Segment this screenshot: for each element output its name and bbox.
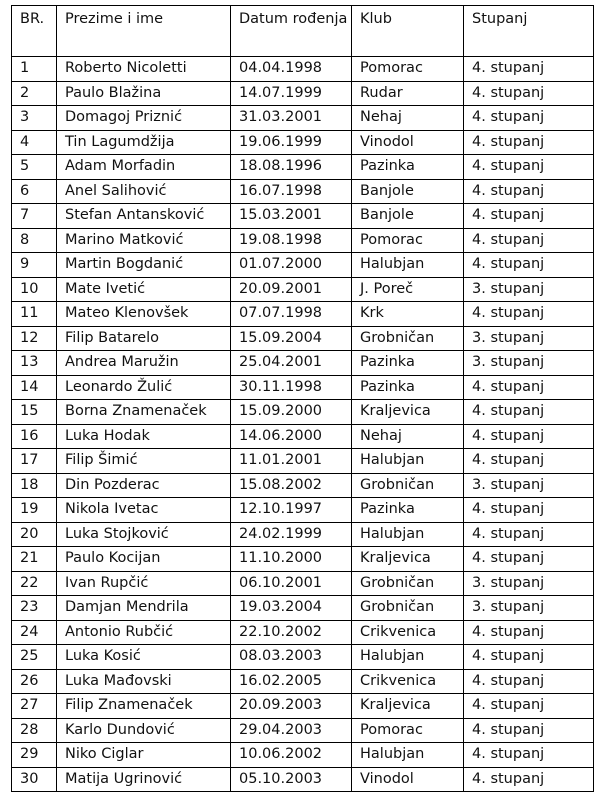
cell-number: 3 — [12, 106, 57, 131]
cell-name: Din Pozderac — [57, 473, 231, 498]
table-row — [12, 57, 594, 82]
cell-club: Halubjan — [352, 645, 464, 670]
cell-level: 4. stupanj — [464, 106, 594, 131]
cell-level: 3. stupanj — [464, 473, 594, 498]
table-row — [12, 449, 594, 474]
cell-name: Antonio Rubčić — [57, 620, 231, 645]
cell-name: Paulo Blažina — [57, 81, 231, 106]
cell-level: 4. stupanj — [464, 179, 594, 204]
cell-level: 4. stupanj — [464, 375, 594, 400]
cell-number: 27 — [12, 694, 57, 719]
table-row — [12, 522, 594, 547]
cell-club: Grobničan — [352, 473, 464, 498]
cell-level: 4. stupanj — [464, 204, 594, 229]
cell-number: 11 — [12, 302, 57, 327]
cell-level: 3. stupanj — [464, 277, 594, 302]
cell-name: Luka Kosić — [57, 645, 231, 670]
cell-club: Pomorac — [352, 718, 464, 743]
cell-birthdate: 20.09.2003 — [231, 694, 352, 719]
cell-name: Nikola Ivetac — [57, 498, 231, 523]
cell-club: Nehaj — [352, 106, 464, 131]
cell-birthdate: 15.09.2000 — [231, 400, 352, 425]
cell-name: Damjan Mendrila — [57, 596, 231, 621]
cell-name: Roberto Nicoletti — [57, 57, 231, 82]
cell-level: 4. stupanj — [464, 743, 594, 768]
cell-number: 13 — [12, 351, 57, 376]
cell-club: Kraljevica — [352, 694, 464, 719]
cell-birthdate: 19.06.1999 — [231, 130, 352, 155]
cell-number: 9 — [12, 253, 57, 278]
table-row — [12, 620, 594, 645]
table-row — [12, 351, 594, 376]
cell-club: Pazinka — [352, 155, 464, 180]
cell-name: Luka Hodak — [57, 424, 231, 449]
cell-number: 20 — [12, 522, 57, 547]
cell-club: Grobničan — [352, 596, 464, 621]
cell-number: 8 — [12, 228, 57, 253]
cell-name: Leonardo Žulić — [57, 375, 231, 400]
cell-birthdate: 20.09.2001 — [231, 277, 352, 302]
table-row — [12, 645, 594, 670]
cell-level: 4. stupanj — [464, 81, 594, 106]
cell-number: 28 — [12, 718, 57, 743]
cell-club: Kraljevica — [352, 547, 464, 572]
cell-name: Marino Matković — [57, 228, 231, 253]
cell-birthdate: 06.10.2001 — [231, 571, 352, 596]
table-row — [12, 547, 594, 572]
cell-name: Karlo Dundović — [57, 718, 231, 743]
cell-name: Luka Stojković — [57, 522, 231, 547]
table-row — [12, 694, 594, 719]
header-row — [12, 6, 594, 57]
table-row — [12, 81, 594, 106]
table-row — [12, 302, 594, 327]
cell-name: Paulo Kocijan — [57, 547, 231, 572]
cell-number: 12 — [12, 326, 57, 351]
cell-club: Pazinka — [352, 498, 464, 523]
cell-birthdate: 07.07.1998 — [231, 302, 352, 327]
table-row — [12, 571, 594, 596]
cell-club: Pomorac — [352, 57, 464, 82]
cell-club: J. Poreč — [352, 277, 464, 302]
cell-birthdate: 11.10.2000 — [231, 547, 352, 572]
cell-number: 18 — [12, 473, 57, 498]
cell-club: Grobničan — [352, 571, 464, 596]
cell-number: 22 — [12, 571, 57, 596]
cell-level: 4. stupanj — [464, 547, 594, 572]
cell-name: Andrea Maružin — [57, 351, 231, 376]
cell-name: Mate Ivetić — [57, 277, 231, 302]
cell-name: Stefan Antansković — [57, 204, 231, 229]
cell-level: 4. stupanj — [464, 694, 594, 719]
cell-number: 30 — [12, 767, 57, 792]
table-row — [12, 767, 594, 792]
cell-level: 4. stupanj — [464, 718, 594, 743]
cell-birthdate: 14.07.1999 — [231, 81, 352, 106]
cell-birthdate: 24.02.1999 — [231, 522, 352, 547]
cell-number: 26 — [12, 669, 57, 694]
cell-number: 24 — [12, 620, 57, 645]
table-body — [12, 57, 594, 792]
cell-club: Vinodol — [352, 767, 464, 792]
cell-level: 4. stupanj — [464, 253, 594, 278]
cell-birthdate: 08.03.2003 — [231, 645, 352, 670]
cell-birthdate: 25.04.2001 — [231, 351, 352, 376]
cell-club: Grobničan — [352, 326, 464, 351]
cell-number: 15 — [12, 400, 57, 425]
table-row — [12, 669, 594, 694]
table-row — [12, 424, 594, 449]
cell-level: 4. stupanj — [464, 449, 594, 474]
cell-name: Ivan Rupčić — [57, 571, 231, 596]
cell-number: 5 — [12, 155, 57, 180]
cell-birthdate: 11.01.2001 — [231, 449, 352, 474]
cell-club: Crikvenica — [352, 669, 464, 694]
table-row — [12, 400, 594, 425]
table-row — [12, 130, 594, 155]
table-row — [12, 155, 594, 180]
cell-level: 3. stupanj — [464, 326, 594, 351]
header-club: Klub — [352, 6, 464, 57]
cell-birthdate: 15.08.2002 — [231, 473, 352, 498]
cell-level: 4. stupanj — [464, 228, 594, 253]
cell-birthdate: 15.09.2004 — [231, 326, 352, 351]
cell-birthdate: 01.07.2000 — [231, 253, 352, 278]
header-name: Prezime i ime — [57, 6, 231, 57]
cell-name: Matija Ugrinović — [57, 767, 231, 792]
cell-birthdate: 16.02.2005 — [231, 669, 352, 694]
cell-club: Halubjan — [352, 253, 464, 278]
cell-name: Luka Mađovski — [57, 669, 231, 694]
cell-club: Crikvenica — [352, 620, 464, 645]
cell-number: 16 — [12, 424, 57, 449]
cell-name: Tin Lagumdžija — [57, 130, 231, 155]
cell-level: 4. stupanj — [464, 424, 594, 449]
header-number: BR. — [12, 6, 57, 57]
cell-birthdate: 31.03.2001 — [231, 106, 352, 131]
header-birthdate: Datum rođenja — [231, 6, 352, 57]
cell-birthdate: 12.10.1997 — [231, 498, 352, 523]
cell-number: 23 — [12, 596, 57, 621]
cell-number: 2 — [12, 81, 57, 106]
cell-level: 4. stupanj — [464, 669, 594, 694]
cell-number: 4 — [12, 130, 57, 155]
cell-birthdate: 04.04.1998 — [231, 57, 352, 82]
cell-name: Anel Salihović — [57, 179, 231, 204]
cell-name: Domagoj Priznić — [57, 106, 231, 131]
cell-level: 4. stupanj — [464, 130, 594, 155]
cell-birthdate: 15.03.2001 — [231, 204, 352, 229]
table-row — [12, 743, 594, 768]
cell-club: Halubjan — [352, 522, 464, 547]
cell-name: Filip Znamenaček — [57, 694, 231, 719]
table-row — [12, 253, 594, 278]
cell-club: Rudar — [352, 81, 464, 106]
cell-number: 21 — [12, 547, 57, 572]
cell-name: Martin Bogdanić — [57, 253, 231, 278]
cell-level: 4. stupanj — [464, 645, 594, 670]
cell-level: 4. stupanj — [464, 400, 594, 425]
cell-birthdate: 14.06.2000 — [231, 424, 352, 449]
cell-club: Banjole — [352, 179, 464, 204]
table-row — [12, 498, 594, 523]
cell-level: 4. stupanj — [464, 155, 594, 180]
cell-number: 19 — [12, 498, 57, 523]
table-row — [12, 375, 594, 400]
cell-club: Kraljevica — [352, 400, 464, 425]
cell-name: Mateo Klenovšek — [57, 302, 231, 327]
cell-birthdate: 10.06.2002 — [231, 743, 352, 768]
cell-club: Vinodol — [352, 130, 464, 155]
players-table — [11, 5, 594, 792]
table-row — [12, 326, 594, 351]
cell-level: 4. stupanj — [464, 522, 594, 547]
cell-club: Halubjan — [352, 449, 464, 474]
cell-level: 3. stupanj — [464, 351, 594, 376]
cell-number: 14 — [12, 375, 57, 400]
cell-number: 7 — [12, 204, 57, 229]
table-row — [12, 228, 594, 253]
table-row — [12, 473, 594, 498]
cell-level: 4. stupanj — [464, 57, 594, 82]
cell-level: 3. stupanj — [464, 596, 594, 621]
cell-birthdate: 05.10.2003 — [231, 767, 352, 792]
table-row — [12, 277, 594, 302]
cell-name: Filip Šimić — [57, 449, 231, 474]
cell-name: Filip Batarelo — [57, 326, 231, 351]
cell-birthdate: 30.11.1998 — [231, 375, 352, 400]
cell-name: Borna Znamenaček — [57, 400, 231, 425]
cell-name: Niko Ciglar — [57, 743, 231, 768]
cell-birthdate: 19.08.1998 — [231, 228, 352, 253]
cell-club: Krk — [352, 302, 464, 327]
cell-birthdate: 19.03.2004 — [231, 596, 352, 621]
table-row — [12, 718, 594, 743]
cell-level: 3. stupanj — [464, 571, 594, 596]
cell-club: Pazinka — [352, 375, 464, 400]
cell-level: 4. stupanj — [464, 620, 594, 645]
cell-level: 4. stupanj — [464, 302, 594, 327]
cell-number: 10 — [12, 277, 57, 302]
table-row — [12, 596, 594, 621]
cell-number: 1 — [12, 57, 57, 82]
cell-birthdate: 16.07.1998 — [231, 179, 352, 204]
table-row — [12, 106, 594, 131]
cell-club: Pomorac — [352, 228, 464, 253]
cell-birthdate: 29.04.2003 — [231, 718, 352, 743]
cell-club: Nehaj — [352, 424, 464, 449]
cell-club: Pazinka — [352, 351, 464, 376]
cell-number: 25 — [12, 645, 57, 670]
cell-number: 6 — [12, 179, 57, 204]
cell-number: 29 — [12, 743, 57, 768]
table-row — [12, 204, 594, 229]
cell-name: Adam Morfadin — [57, 155, 231, 180]
cell-club: Halubjan — [352, 743, 464, 768]
cell-level: 4. stupanj — [464, 498, 594, 523]
cell-birthdate: 22.10.2002 — [231, 620, 352, 645]
table-row — [12, 179, 594, 204]
cell-club: Banjole — [352, 204, 464, 229]
header-level: Stupanj — [464, 6, 594, 57]
cell-level: 4. stupanj — [464, 767, 594, 792]
cell-birthdate: 18.08.1996 — [231, 155, 352, 180]
cell-number: 17 — [12, 449, 57, 474]
